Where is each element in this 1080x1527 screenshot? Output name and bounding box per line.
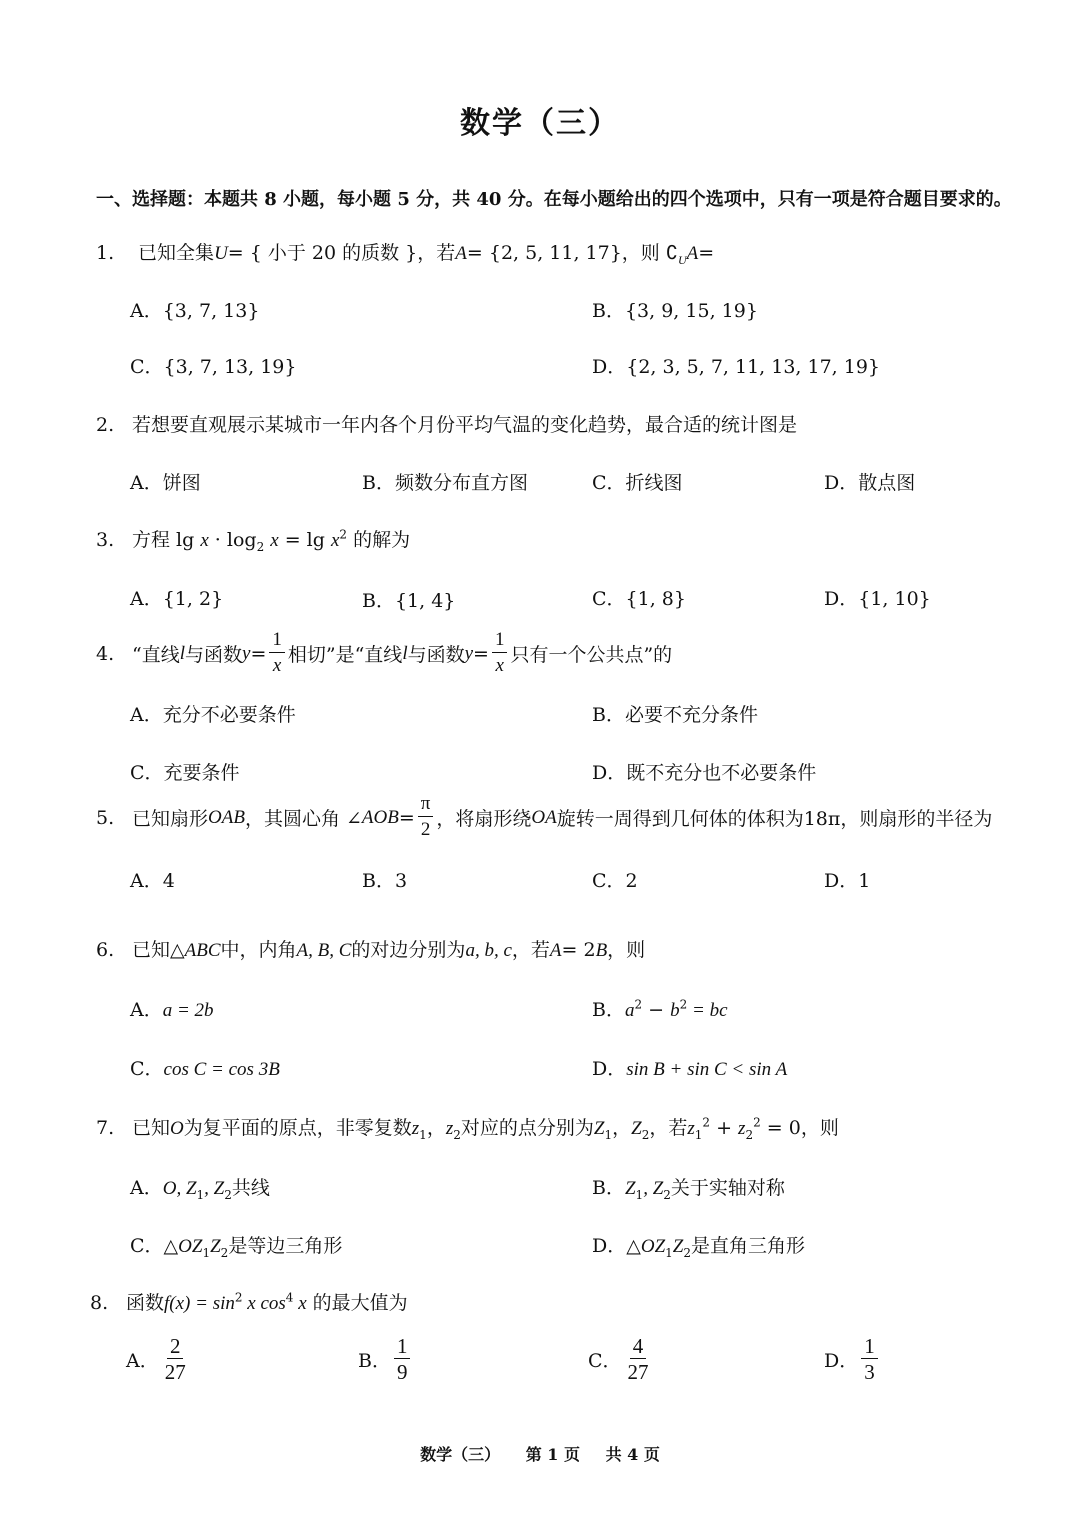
fraction-denominator: x [272, 655, 282, 676]
option-label: C． [588, 1350, 622, 1372]
option-text: 共线 [231, 1177, 270, 1199]
question-text: 的对边分别为 [351, 939, 466, 961]
question-1 [96, 238, 714, 268]
option-label: B． [358, 1350, 391, 1372]
question-text: 若想要直观展示某城市一年内各个月份平均气温的变化趋势，最合适的统计图是 [132, 414, 798, 436]
option-expr: Z [210, 1236, 221, 1257]
math-sub: 1 [604, 1127, 613, 1142]
option-label: A． [126, 1350, 159, 1372]
math-var: y [242, 642, 251, 664]
question-text: ， [426, 1117, 446, 1139]
math-sub: U [677, 252, 687, 267]
question-text: ，将扇形绕 [436, 808, 532, 830]
math-var: x [200, 530, 209, 551]
math-var: y [464, 642, 474, 664]
option-b [592, 1173, 785, 1202]
math-var: A, B, C [296, 940, 352, 961]
question-number: 5. [96, 806, 115, 829]
question-text: = 2 [561, 939, 596, 961]
page-footer [0, 1442, 1080, 1465]
math-sub: 1 [665, 1245, 673, 1260]
math-var: AOB [361, 806, 399, 828]
option-b [358, 1334, 413, 1385]
option-label: D． [824, 1350, 859, 1372]
fraction [269, 628, 285, 679]
math-var: A [686, 243, 699, 264]
question-text: ，则 [607, 939, 646, 961]
option-c: C．2 [592, 870, 638, 892]
fraction-numerator: 1 [492, 628, 508, 653]
option-label: D． [592, 1235, 627, 1257]
question-text: “直线 [132, 644, 180, 666]
fraction-numerator: 4 [630, 1334, 647, 1359]
fraction-numerator: 1 [861, 1334, 878, 1359]
option-a: A．充分不必要条件 [130, 704, 296, 726]
question-7 [96, 1113, 839, 1142]
fraction-denominator: 3 [864, 1360, 875, 1384]
math-sup: 2 [679, 997, 688, 1012]
option-a [126, 1334, 192, 1385]
question-8 [90, 1288, 408, 1315]
option-expr: △OZ [626, 1236, 666, 1257]
math-var: z [411, 1118, 420, 1139]
option-d [592, 1231, 805, 1260]
option-a: A．{3, 7, 13} [130, 300, 260, 322]
option-a: A．饼图 [130, 472, 201, 494]
footer-subject: 数学（三） [420, 1445, 501, 1464]
question-number: 1. [96, 242, 115, 264]
option-text: 是直角三角形 [691, 1235, 806, 1257]
question-number: 4. [96, 642, 115, 665]
option-d: D．1 [824, 870, 871, 892]
option-expr: Z [672, 1236, 684, 1257]
math-var: O [170, 1118, 184, 1139]
question-text: + [710, 1117, 739, 1139]
math-expr: (x) = sin [169, 1293, 235, 1314]
question-text: ，若 [511, 939, 550, 961]
math-var: f [164, 1293, 170, 1314]
question-6 [96, 935, 645, 962]
option-expr: − [642, 999, 671, 1021]
math-sub: 2 [256, 539, 265, 554]
question-number: 8. [90, 1292, 109, 1314]
math-var: U [214, 243, 228, 264]
option-label: A． [130, 1177, 163, 1199]
fraction-numerator: 2 [167, 1334, 184, 1359]
option-b: B．必要不充分条件 [592, 704, 758, 726]
option-label: C． [130, 1235, 164, 1257]
footer-page-number: 第 1 页 [525, 1445, 580, 1464]
question-text: 只有一个公共点”的 [510, 644, 673, 666]
question-text: 已知△ [132, 939, 185, 961]
math-sub: 1 [202, 1245, 211, 1260]
question-3 [96, 525, 410, 554]
math-var: Z [593, 1118, 605, 1139]
option-c: C．{1, 8} [592, 588, 686, 610]
math-sup: 2 [702, 1115, 711, 1130]
option-c [130, 1054, 280, 1081]
option-d: D．既不充分也不必要条件 [592, 762, 817, 784]
question-text: = [398, 806, 415, 829]
option-b: B．频数分布直方图 [362, 472, 528, 494]
option-expr: a [624, 1000, 635, 1021]
fraction-denominator: 27 [627, 1360, 649, 1384]
question-2 [96, 410, 797, 437]
option-label: A． [130, 999, 163, 1021]
question-number: 2. [96, 414, 115, 436]
question-text: 已知扇形 [132, 808, 209, 830]
math-sup: 2 [634, 997, 643, 1012]
option-expr: = bc [687, 1000, 728, 1021]
math-var: ABC [184, 940, 221, 961]
math-var: z [687, 1118, 695, 1139]
question-text: 中，内角 [220, 939, 297, 961]
option-label: B． [592, 999, 625, 1021]
question-text: = [698, 242, 715, 264]
math-var: OA [531, 806, 557, 828]
option-label: C． [130, 1058, 164, 1080]
math-sub: 2 [453, 1127, 461, 1142]
math-var: z [445, 1118, 454, 1139]
math-expr: x cos [242, 1293, 286, 1314]
question-text: 的解为 [347, 529, 411, 551]
option-c: C．折线图 [592, 472, 683, 494]
fraction-numerator: 1 [394, 1334, 411, 1359]
footer-total-pages: 共 4 页 [605, 1445, 660, 1464]
math-sub: 1 [635, 1187, 644, 1202]
option-c [588, 1334, 655, 1385]
option-a [130, 995, 214, 1022]
option-expr: , Z [643, 1178, 664, 1199]
math-sup: 2 [234, 1290, 243, 1305]
option-d: D．{1, 10} [824, 588, 931, 610]
option-text: 关于实轴对称 [670, 1177, 785, 1199]
question-text: 已知 [132, 1117, 171, 1139]
math-var: z [738, 1118, 746, 1139]
fraction [394, 1334, 411, 1385]
fraction [625, 1334, 652, 1385]
option-label: B． [592, 1177, 625, 1199]
math-sup: 4 [285, 1290, 294, 1305]
question-text: = [473, 642, 489, 665]
question-text: 函数 [126, 1292, 165, 1314]
math-sub: 2 [663, 1187, 671, 1202]
option-expr: b [670, 1000, 680, 1021]
math-var: A [549, 940, 562, 961]
option-expr: , Z [204, 1178, 225, 1199]
option-c [130, 1231, 342, 1260]
question-number: 7. [96, 1117, 115, 1139]
math-sup: 2 [339, 527, 348, 542]
option-expr: △OZ [163, 1236, 203, 1257]
question-text: 与函数 [407, 644, 465, 666]
option-text: 是等边三角形 [228, 1235, 343, 1257]
option-a: A．{1, 2} [130, 588, 224, 610]
math-sub: 2 [224, 1187, 232, 1202]
question-4 [96, 628, 672, 679]
question-text: 与函数 [185, 644, 243, 666]
math-sub: 2 [745, 1127, 754, 1142]
question-text: = {2, 5, 11, 17}，则 ∁ [466, 242, 678, 264]
fraction [162, 1334, 189, 1385]
question-text: = { 小于 20 的质数 }，若 [227, 242, 456, 264]
math-expr: x [293, 1293, 307, 1314]
question-text: 为复平面的原点，非零复数 [183, 1117, 412, 1139]
page-title: 数学（三） [460, 106, 620, 141]
question-text: = 0，则 [760, 1117, 839, 1139]
option-b: B．3 [362, 870, 408, 892]
fraction-numerator: π [418, 792, 434, 817]
math-var: x [330, 530, 340, 551]
option-b: B．{3, 9, 15, 19} [592, 300, 758, 322]
question-text: 相切”是“直线 [287, 644, 403, 666]
fraction-denominator: 2 [420, 819, 431, 840]
math-sub: 2 [220, 1245, 229, 1260]
question-text: 对应的点分别为 [460, 1117, 594, 1139]
fraction-denominator: x [495, 655, 504, 676]
question-text: 的最大值为 [306, 1292, 408, 1314]
question-text: = [250, 642, 267, 665]
option-b: B．{1, 4} [362, 590, 456, 612]
fraction-denominator: 27 [164, 1360, 186, 1384]
question-text: = lg [278, 529, 331, 551]
section-heading: 一、选择题：本题共 8 小题，每小题 5 分，共 40 分。在每小题给出的四个选项中，只有一项是符合题目要求的。 [96, 189, 1012, 210]
question-text: · log [208, 529, 257, 551]
option-expr: Z [624, 1178, 636, 1199]
math-var: OAB [208, 806, 245, 828]
math-sub: 2 [683, 1245, 691, 1260]
option-b [592, 995, 728, 1022]
option-expr: a = 2b [162, 1000, 214, 1021]
fraction [492, 628, 508, 679]
math-var: A [455, 243, 467, 264]
math-var: a, b, c [465, 940, 512, 961]
question-text: 已知全集 [138, 242, 215, 264]
option-d [824, 1334, 881, 1385]
question-number: 3. [96, 529, 115, 551]
question-text: ， [612, 1117, 632, 1139]
question-number: 6. [96, 939, 115, 961]
option-expr: sin B + sin C < sin A [626, 1059, 788, 1080]
math-var: x [270, 530, 279, 551]
math-sub: 1 [196, 1187, 205, 1202]
math-var: l [402, 642, 408, 664]
fraction-denominator: 9 [396, 1360, 408, 1384]
math-var: l [179, 642, 185, 664]
math-sub: 1 [419, 1127, 427, 1142]
option-label: D． [592, 1058, 627, 1080]
fraction [418, 792, 434, 843]
question-text: ，若 [649, 1117, 688, 1139]
option-d [592, 1054, 787, 1081]
math-var: B [595, 940, 608, 961]
option-c: C．{3, 7, 13, 19} [130, 356, 297, 378]
option-expr: cos C = cos 3B [163, 1059, 280, 1080]
fraction [861, 1334, 878, 1385]
option-d: D．{2, 3, 5, 7, 11, 13, 17, 19} [592, 356, 881, 378]
option-expr: O, Z [162, 1178, 197, 1199]
option-a: A．4 [130, 870, 175, 892]
question-5 [96, 792, 992, 843]
math-var: Z [631, 1118, 642, 1139]
math-sup: 2 [753, 1115, 761, 1130]
fraction-numerator: 1 [269, 628, 285, 653]
option-c: C．充要条件 [130, 762, 240, 784]
question-text: ，其圆心角 ∠ [244, 808, 362, 830]
option-a [130, 1173, 270, 1202]
option-d: D．散点图 [824, 472, 916, 494]
question-text: 方程 lg [132, 529, 201, 551]
question-text: 旋转一周得到几何体的体积为18π，则扇形的半径为 [556, 808, 993, 830]
math-sub: 2 [641, 1127, 650, 1142]
math-sub: 1 [694, 1127, 703, 1142]
